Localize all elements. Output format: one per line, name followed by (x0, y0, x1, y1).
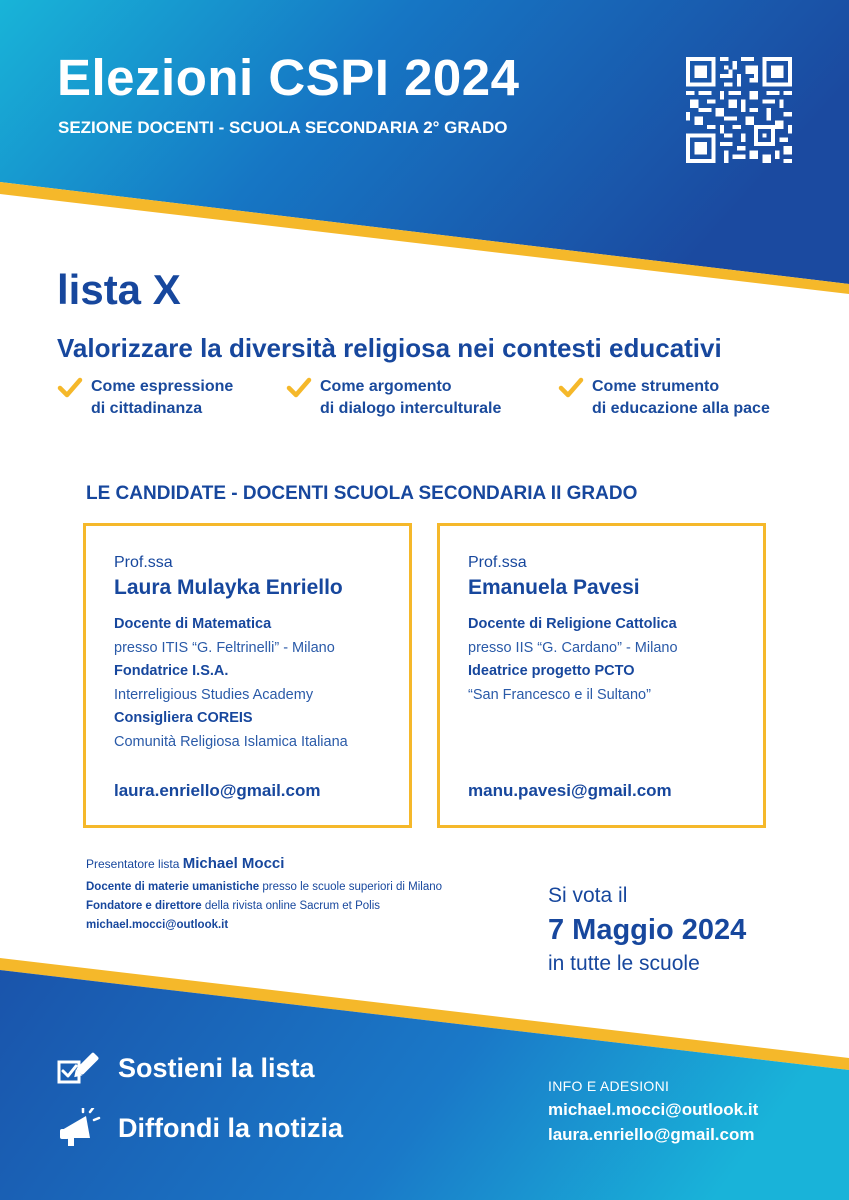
presenter-label: Presentatore lista (86, 857, 180, 871)
candidate-honorific: Prof.ssa (468, 554, 527, 571)
page-title: Elezioni CSPI 2024 (57, 49, 520, 106)
qr-code-icon[interactable] (686, 57, 792, 163)
point-item (57, 376, 233, 420)
candidate-role: Docente di Matematica (114, 616, 272, 632)
candidate-email-link[interactable]: manu.pavesi@gmail.com (468, 781, 672, 800)
vote-intro: Si vota il (548, 884, 628, 907)
point-line: Come argomento (320, 378, 452, 395)
presenter-role-detail: presso le scuole superiori di Milano (262, 881, 443, 893)
point-text (91, 376, 233, 420)
candidate-detail: presso IIS “G. Cardano” - Milano (468, 640, 678, 656)
point-text (320, 376, 501, 420)
presenter-role (86, 897, 442, 916)
vote-block (548, 882, 746, 978)
megaphone-icon (56, 1108, 102, 1148)
presenter-block (86, 855, 442, 935)
candidate-detail: Comunità Religiosa Islamica Italiana (114, 734, 348, 750)
action-support (56, 1048, 315, 1088)
presenter-role (86, 878, 442, 897)
candidate-role: Consigliera COREIS (114, 710, 253, 726)
vote-where: in tutte le scuole (548, 952, 700, 975)
candidate-detail: presso ITIS “G. Feltrinelli” - Milano (114, 640, 335, 656)
candidate-email-link[interactable]: laura.enriello@gmail.com (114, 781, 321, 800)
point-text (592, 376, 770, 420)
candidate-honorific: Prof.ssa (114, 554, 173, 571)
candidate-role: Docente di Religione Cattolica (468, 616, 677, 632)
point-line: Come espressione (91, 378, 234, 395)
point-line: di dialogo interculturale (320, 400, 502, 417)
info-block (548, 1075, 758, 1147)
presenter-role-detail: della rivista online Sacrum et Polis (204, 900, 380, 912)
checkmark-icon (558, 377, 584, 399)
candidate-name: Emanuela Pavesi (468, 576, 640, 599)
candidate-name: Laura Mulayka Enriello (114, 576, 343, 599)
info-email-link[interactable]: michael.mocci@outlook.it (548, 1100, 759, 1119)
checkmark-icon (57, 377, 83, 399)
info-heading: INFO E ADESIONI (548, 1078, 670, 1094)
presenter-line (86, 855, 442, 872)
point-line: Come strumento (592, 378, 720, 395)
info-email-link[interactable]: laura.enriello@gmail.com (548, 1125, 755, 1144)
candidates-heading: LE CANDIDATE - DOCENTI SCUOLA SECONDARIA II GRADO (86, 483, 638, 504)
point-item (286, 376, 501, 420)
point-line: di educazione alla pace (592, 400, 770, 417)
candidate-detail: “San Francesco e il Sultano” (468, 687, 651, 703)
candidate-role: Ideatrice progetto PCTO (468, 663, 635, 679)
candidate-card (83, 523, 412, 828)
list-name: lista X (57, 266, 181, 313)
action-label: Sostieni la lista (118, 1052, 315, 1083)
list-slogan: Valorizzare la diversità religiosa nei contesti educativi (57, 333, 722, 363)
candidate-role: Fondatrice I.S.A. (114, 663, 229, 679)
vote-date: 7 Maggio 2024 (548, 914, 747, 946)
action-share (56, 1108, 343, 1148)
point-item (558, 376, 770, 420)
candidate-card (437, 523, 766, 828)
presenter-role-title: Fondatore e direttore (86, 900, 202, 912)
page-subtitle: SEZIONE DOCENTI - SCUOLA SECONDARIA 2° GRADO (58, 118, 508, 137)
checkmark-icon (286, 377, 312, 399)
point-line: di cittadinanza (91, 400, 203, 417)
candidate-detail: Interreligious Studies Academy (114, 687, 314, 703)
presenter-email-link[interactable]: michael.mocci@outlook.it (86, 919, 229, 931)
presenter-role-title: Docente di materie umanistiche (86, 881, 260, 893)
checklist-pencil-icon (56, 1048, 102, 1088)
presenter-name: Michael Mocci (182, 855, 285, 872)
action-label: Diffondi la notizia (118, 1112, 343, 1143)
